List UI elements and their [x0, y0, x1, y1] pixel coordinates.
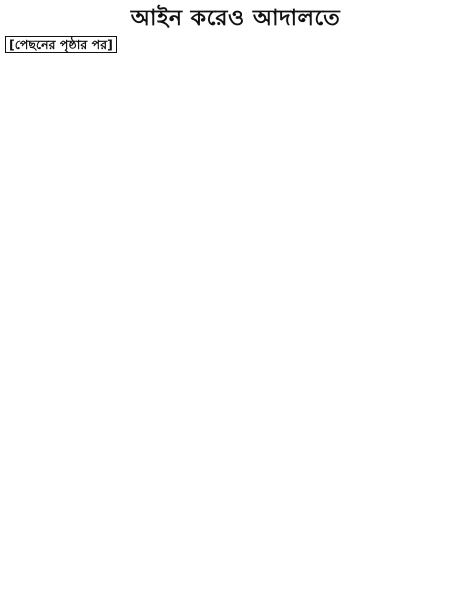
article-paragraph — [5, 36, 466, 54]
article-body — [5, 36, 466, 54]
article-headline: আইন করেও আদালতে — [130, 6, 341, 31]
continued-from-label: [পেছনের পৃষ্ঠার পর] — [5, 36, 117, 53]
